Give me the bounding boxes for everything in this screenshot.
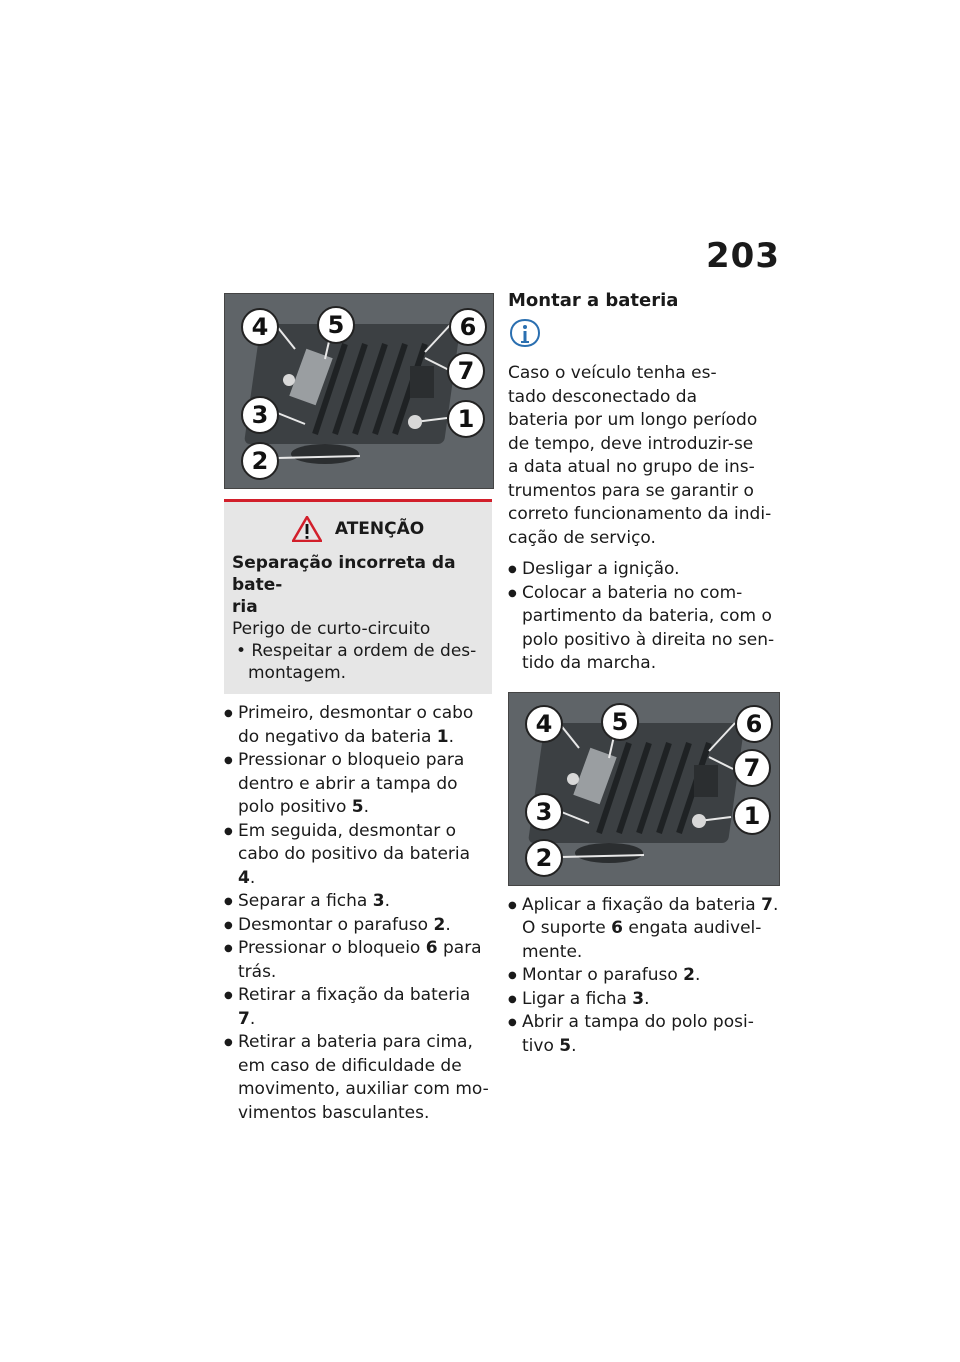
right-column [508, 290, 780, 1058]
install-steps-after [508, 894, 780, 1059]
callout-3: 3 [525, 793, 563, 831]
info-icon [508, 317, 542, 351]
warning-hazard: Perigo de curto-circuito [232, 619, 431, 639]
list-item: ● Aplicar a fixação da bateria 7. O suporte 6 engata audivel- mente. [508, 894, 780, 965]
list-item: ● Retirar a fixação da bateria 7. [224, 984, 492, 1031]
warning-box [224, 499, 492, 694]
list-item: ● Pressionar o bloqueio 6 para trás. [224, 937, 492, 984]
callout-2: 2 [525, 839, 563, 877]
list-item: ● Separar a ficha 3. [224, 890, 492, 914]
list-item: ● Retirar a bateria para cima, em caso de dificuldade de movimento, auxiliar com mo- vimentos basculantes. [224, 1031, 492, 1125]
info-text: Caso o veículo tenha es- tado desconectado da bateria por um longo período de tempo, deve introduzir-se a data atual no grupo de ins- trumentos para se garantir o correto funcionamento da indi- cação de serviço. [508, 363, 772, 548]
list-item: ● Pressionar o bloqueio para dentro e abrir a tampa do polo positivo 5. [224, 749, 492, 820]
callout-7: 7 [733, 749, 771, 787]
callout-7: 7 [447, 352, 485, 390]
list-item: ● Ligar a ficha 3. [508, 988, 780, 1012]
callout-5: 5 [601, 703, 639, 741]
removal-steps [224, 702, 492, 1125]
warning-title: ATENÇÃO [334, 519, 425, 539]
callout-5: 5 [317, 306, 355, 344]
callout-2: 2 [241, 442, 279, 480]
install-steps-before [508, 558, 780, 676]
warning-subject: Separação incorreta da bate- ria [232, 553, 456, 617]
page-number: 203 [706, 236, 780, 276]
callout-3: 3 [241, 396, 279, 434]
callout-1: 1 [733, 797, 771, 835]
list-item: ● Desligar a ignição. [508, 558, 780, 582]
left-column [224, 293, 492, 1125]
warning-actions [232, 640, 484, 684]
list-item: ● Primeiro, desmontar o cabo do negativo da bateria 1. [224, 702, 492, 749]
list-item: ● Desmontar o parafuso 2. [224, 914, 492, 938]
info-note [508, 315, 780, 550]
callout-4: 4 [241, 308, 279, 346]
callout-6: 6 [449, 308, 487, 346]
section-heading: Montar a bateria [508, 290, 679, 311]
callout-6: 6 [735, 705, 773, 743]
list-item: ● Em seguida, desmontar o cabo do positivo da bateria 4. [224, 820, 492, 891]
callout-1: 1 [447, 400, 485, 438]
list-item: ● Abrir a tampa do polo posi- tivo 5. [508, 1011, 780, 1058]
callout-4: 4 [525, 705, 563, 743]
warning-triangle-icon [292, 516, 322, 542]
battery-figure-install [508, 692, 780, 886]
warning-action: • Respeitar a ordem de des- montagem. [236, 641, 477, 683]
list-item: ● Montar o parafuso 2. [508, 964, 780, 988]
warning-header [232, 516, 484, 542]
battery-figure-removal [224, 293, 494, 489]
list-item: ● Colocar a bateria no com- partimento da bateria, com o polo positivo à direita no sen- tido da marcha. [508, 582, 780, 676]
